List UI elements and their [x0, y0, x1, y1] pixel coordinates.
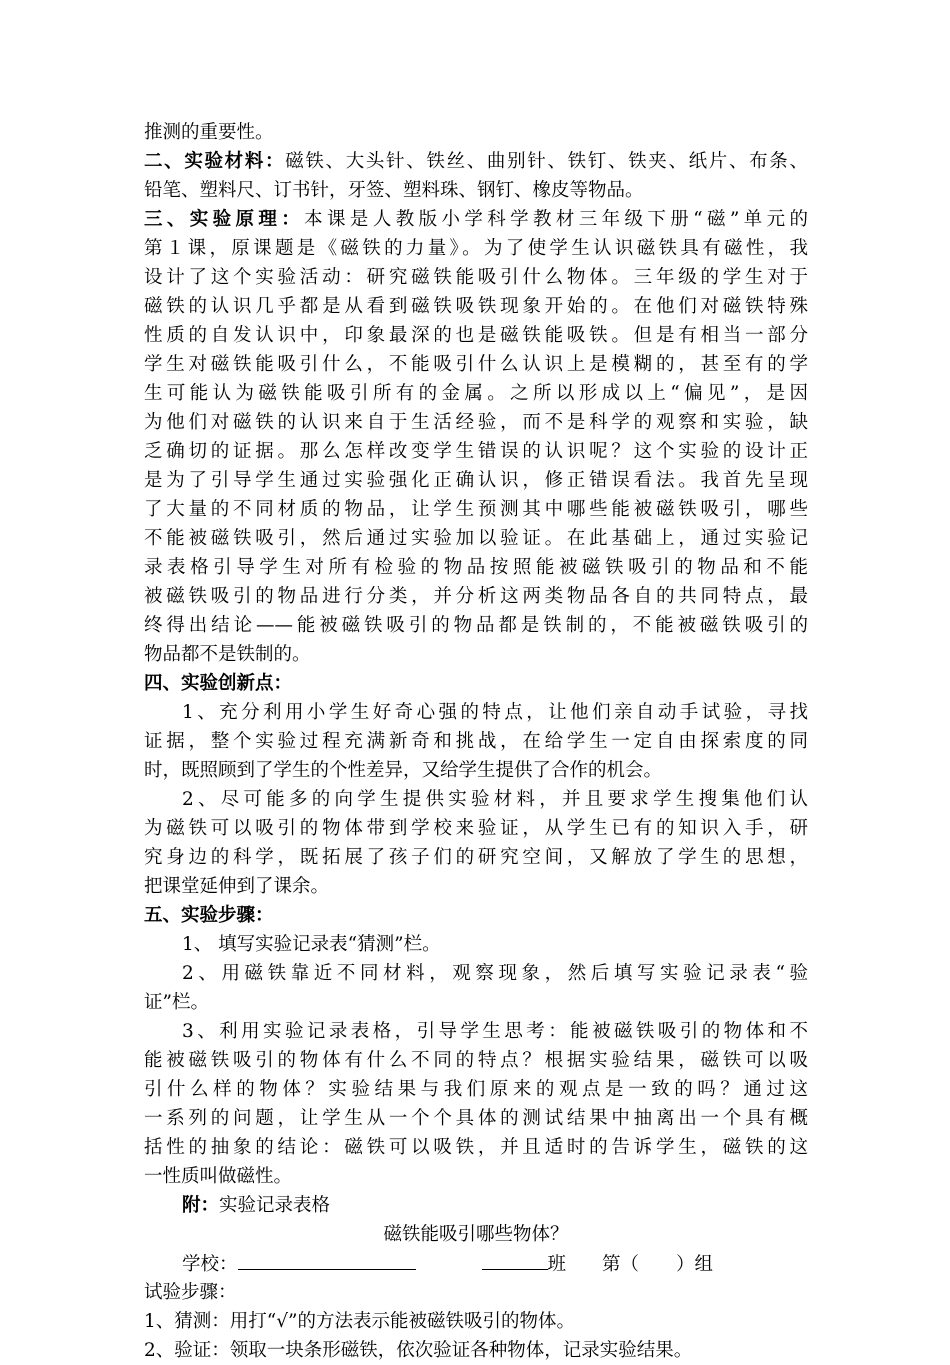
paragraph-text: 性质的自发认识中，印象最深的也是磁铁能吸铁。但是有相当一部分	[144, 325, 808, 346]
paragraph-text: 终得出结论——能被磁铁吸引的物品都是铁制的，不能被磁铁吸引的	[144, 615, 808, 636]
text-line	[144, 640, 808, 669]
section-heading: 二、实验材料：	[144, 151, 286, 172]
paragraph-text: 一系列的问题，让学生从一个个具体的测试结果中抽离出一个具有概	[144, 1108, 808, 1129]
paragraph-text: 磁铁的认识几乎都是从看到磁铁吸铁现象开始的。在他们对磁铁特殊	[144, 296, 808, 317]
text-line	[144, 611, 808, 640]
text-line	[144, 582, 808, 611]
text-line	[144, 263, 808, 292]
form-step1: 1、猜测：用打“√”的方法表示能被磁铁吸引的物体。	[144, 1311, 575, 1332]
paragraph-text: 一性质叫做磁性。	[144, 1166, 293, 1187]
text-line	[182, 785, 808, 814]
text-line	[144, 988, 808, 1017]
paragraph-text: 不能被磁铁吸引，然后通过实验加以验证。在此基础上，通过实验记	[144, 528, 808, 549]
text-line	[182, 698, 808, 727]
paragraph-text: 能被磁铁吸引的物体有什么不同的特点？根据实验结果，磁铁可以吸	[144, 1050, 808, 1071]
paragraph-text: 铅笔、塑料尺、订书针，牙签、塑料珠、钢钉、橡皮等物品。	[144, 180, 644, 201]
form-title: 磁铁能吸引哪些物体？	[383, 1224, 569, 1245]
text-line	[144, 727, 808, 756]
text-line	[144, 843, 808, 872]
paragraph-text: 括性的抽象的结论：磁铁可以吸铁，并且适时的告诉学生，磁铁的这	[144, 1137, 808, 1158]
form-header-line	[182, 1249, 808, 1278]
paragraph-text: 2、用磁铁靠近不同材料，观察现象，然后填写实验记录表“验	[182, 963, 808, 984]
text-line	[182, 930, 808, 959]
text-line	[144, 553, 808, 582]
paragraph-text: 1、充分利用小学生好奇心强的特点，让他们亲自动手试验，寻找	[182, 702, 808, 723]
class-label: 班	[547, 1254, 567, 1275]
paragraph-text: 推测的重要性。	[144, 122, 274, 143]
paragraph-text: 被磁铁吸引的物品进行分类，并分析这两类物品各自的共同特点，最	[144, 586, 808, 607]
text-line	[144, 1162, 808, 1191]
text-line	[144, 669, 808, 698]
paragraph-text: 引什么样的物体？实验结果与我们原来的观点是一致的吗？通过这	[144, 1079, 808, 1100]
paragraph-text: 为磁铁可以吸引的物体带到学校来验证，从学生已有的知识入手，研	[144, 818, 808, 839]
paragraph-text: 把课堂延伸到了课余。	[144, 876, 330, 897]
section-heading: 四、实验创新点：	[144, 673, 293, 694]
paragraph-text: 录表格引导学生对所有检验的物品按照能被磁铁吸引的物品和不能	[144, 557, 808, 578]
text-line	[144, 872, 808, 901]
text-line	[144, 176, 808, 205]
paragraph-text: 3、利用实验记录表格，引导学生思考：能被磁铁吸引的物体和不	[182, 1021, 808, 1042]
text-line	[144, 350, 808, 379]
paragraph-text: 物品都不是铁制的。	[144, 644, 311, 665]
text-line	[144, 437, 808, 466]
text-line	[144, 379, 808, 408]
appendix-text: 实验记录表格	[219, 1195, 331, 1216]
school-blank[interactable]	[238, 1249, 416, 1270]
paragraph-text: 了大量的不同材质的物品，让学生预测其中哪些能被磁铁吸引，哪些	[144, 499, 808, 520]
paragraph-text: 1、 填写实验记录表“猜测”栏。	[182, 934, 441, 955]
paragraph-text: 究身边的科学，既拓展了孩子们的研究空间，又解放了学生的思想，	[144, 847, 808, 868]
text-line	[144, 118, 808, 147]
text-line	[144, 814, 808, 843]
paragraph-text: 是为了引导学生通过实验强化正确认识，修正错误看法。我首先呈现	[144, 470, 808, 491]
school-label: 学校：	[182, 1254, 238, 1275]
paragraph-text: 时，既照顾到了学生的个性差异，又给学生提供了合作的机会。	[144, 760, 663, 781]
paragraph-text: 学生对磁铁能吸引什么，不能吸引什么认识上是模糊的，甚至有的学	[144, 354, 808, 375]
paragraph-text: 乏确切的证据。那么怎样改变学生错误的认识呢？这个实验的设计正	[144, 441, 808, 462]
form-step2: 2、验证：领取一块条形磁铁，依次验证各种物体，记录实验结果。	[144, 1340, 693, 1361]
text-line	[144, 234, 808, 263]
text-line	[144, 1075, 808, 1104]
text-line	[144, 292, 808, 321]
text-line	[144, 205, 808, 234]
paragraph-text: 证据，整个实验过程充满新奇和挑战，在给学生一定自由探索度的同	[144, 731, 808, 752]
text-line	[144, 408, 808, 437]
paragraph-text: 生可能认为磁铁能吸引所有的金属。之所以形成以上“偏见”，是因	[144, 383, 808, 404]
text-line	[144, 1104, 808, 1133]
form-steps-label: 试验步骤：	[144, 1282, 237, 1303]
text-line	[144, 1046, 808, 1075]
text-line	[144, 901, 808, 930]
paragraph-text: 为他们对磁铁的认识来自于生活经验，而不是科学的观察和实验，缺	[144, 412, 808, 433]
text-line	[144, 466, 808, 495]
paragraph-text: 2、尽可能多的向学生提供实验材料，并且要求学生搜集他们认	[182, 789, 808, 810]
text-line	[144, 495, 808, 524]
paragraph-text: 证”栏。	[144, 992, 209, 1013]
text-line	[182, 1017, 808, 1046]
appendix-label: 附：	[182, 1195, 220, 1216]
paragraph-text: 本课是人教版小学科学教材三年级下册“磁”单元的	[304, 209, 808, 230]
paragraph-text: 磁铁、大头针、铁丝、曲别针、铁钉、铁夹、纸片、布条、	[285, 151, 808, 172]
text-line	[144, 321, 808, 350]
text-line	[144, 1133, 808, 1162]
class-blank[interactable]	[482, 1249, 548, 1270]
group-label: 第（ ）组	[602, 1254, 714, 1275]
appendix-line	[182, 1191, 808, 1220]
paragraph-text: 设计了这个实验活动：研究磁铁能吸引什么物体。三年级的学生对于	[144, 267, 808, 288]
text-line	[144, 147, 808, 176]
text-line	[144, 524, 808, 553]
paragraph-text: 第１课，原课题是《磁铁的力量》。为了使学生认识磁铁具有磁性，我	[144, 238, 808, 259]
text-line	[144, 756, 808, 785]
text-line	[182, 959, 808, 988]
section-heading: 三、实验原理：	[144, 209, 305, 230]
section-heading: 五、实验步骤：	[144, 905, 274, 926]
